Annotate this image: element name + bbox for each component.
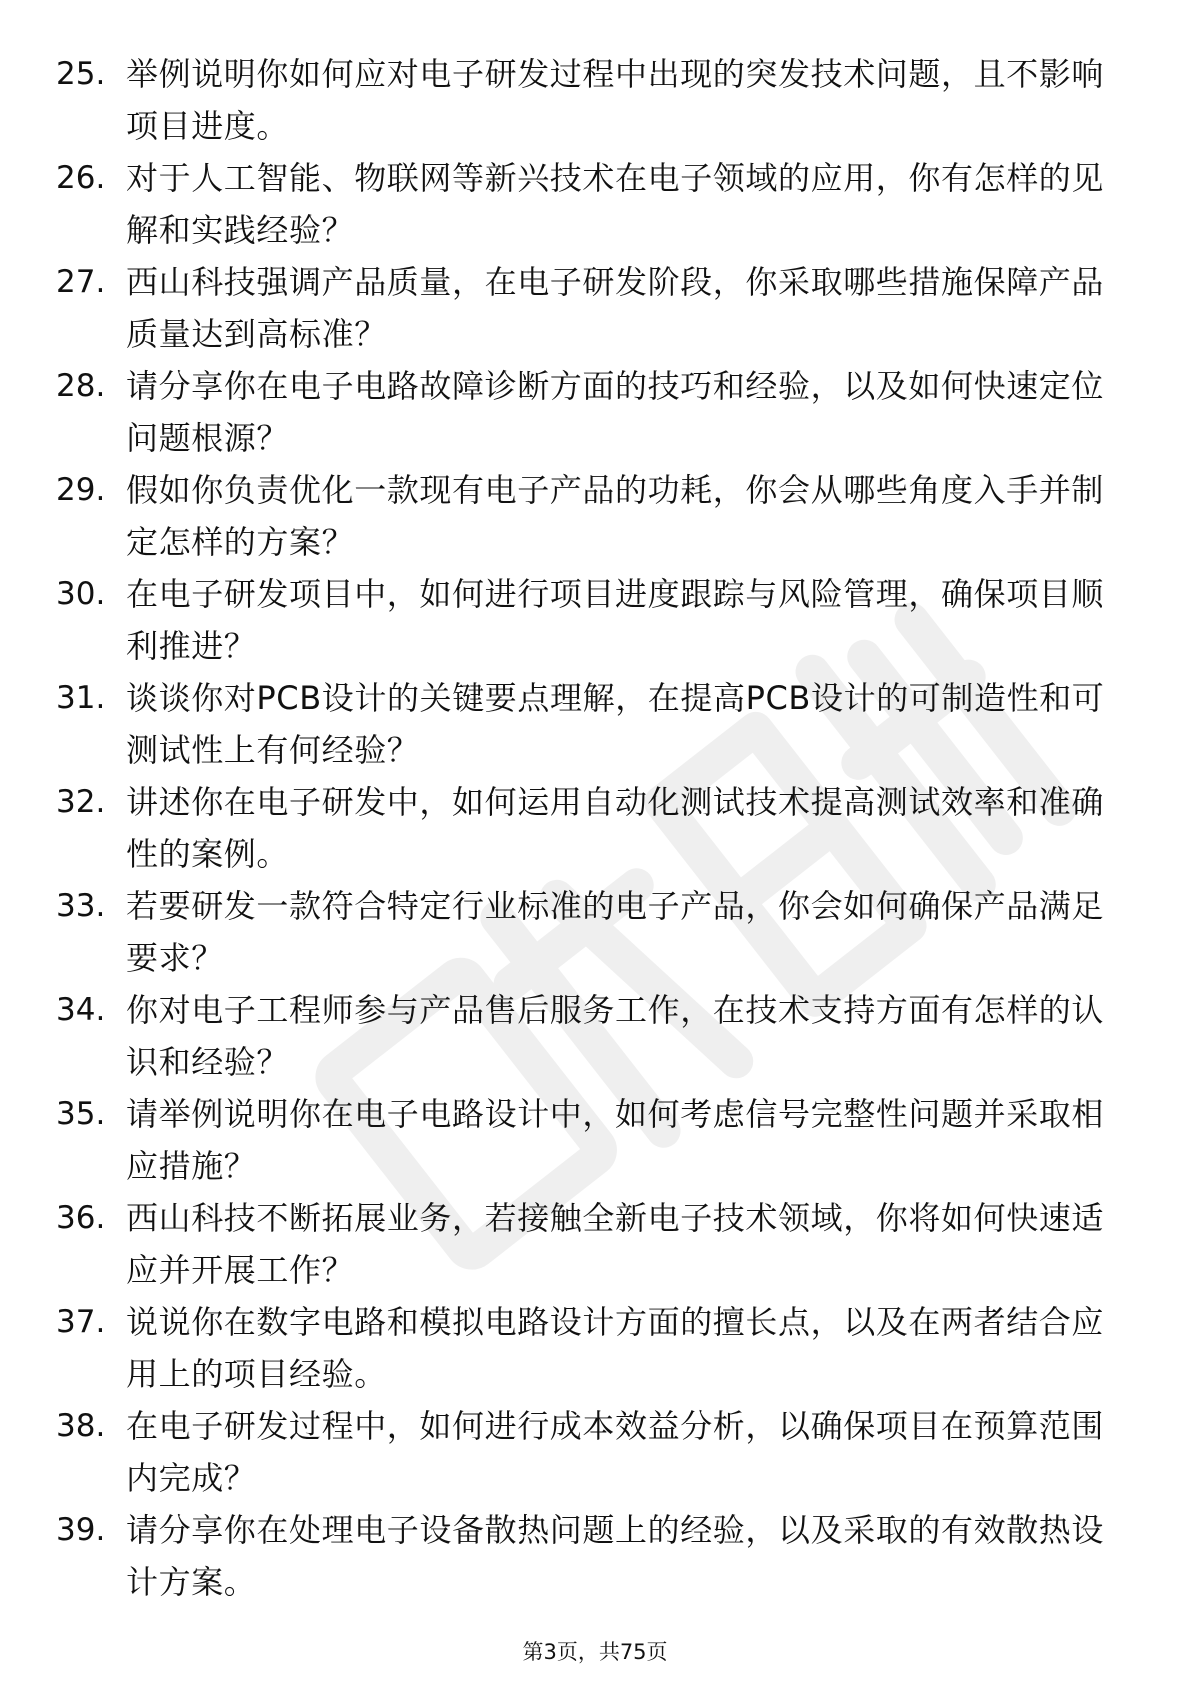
question-text: 讲述你在电子研发中，如何运用自动化测试技术提高测试效率和准确性的案例。 xyxy=(126,783,1105,873)
question-item xyxy=(0,984,1190,1088)
question-text: 请分享你在处理电子设备散热问题上的经验，以及采取的有效散热设计方案。 xyxy=(126,1511,1105,1601)
page-number: 第3页，共75页 xyxy=(522,1640,668,1664)
question-number: 27. xyxy=(56,264,106,300)
question-item xyxy=(0,464,1190,568)
question-item xyxy=(0,1192,1190,1296)
question-text: 若要研发一款符合特定行业标准的电子产品，你会如何确保产品满足要求？ xyxy=(126,887,1105,977)
question-number: 29. xyxy=(56,472,106,508)
question-number: 33. xyxy=(56,888,106,924)
question-list xyxy=(0,48,1190,1608)
question-text: 举例说明你如何应对电子研发过程中出现的突发技术问题，且不影响项目进度。 xyxy=(126,55,1105,145)
question-text: 假如你负责优化一款现有电子产品的功耗，你会从哪些角度入手并制定怎样的方案？ xyxy=(126,471,1105,561)
question-item xyxy=(0,152,1190,256)
question-text: 说说你在数字电路和模拟电路设计方面的擅长点，以及在两者结合应用上的项目经验。 xyxy=(126,1303,1105,1393)
question-item xyxy=(0,672,1190,776)
question-number: 38. xyxy=(56,1408,106,1444)
question-number: 26. xyxy=(56,160,106,196)
question-item xyxy=(0,880,1190,984)
question-text: 在电子研发过程中，如何进行成本效益分析，以确保项目在预算范围内完成？ xyxy=(126,1407,1105,1497)
question-item xyxy=(0,776,1190,880)
question-text: 请举例说明你在电子电路设计中，如何考虑信号完整性问题并采取相应措施？ xyxy=(126,1095,1105,1185)
question-text: 在电子研发项目中，如何进行项目进度跟踪与风险管理，确保项目顺利推进？ xyxy=(126,575,1105,665)
question-text: 你对电子工程师参与产品售后服务工作，在技术支持方面有怎样的认识和经验？ xyxy=(126,991,1105,1081)
question-item xyxy=(0,1296,1190,1400)
question-item xyxy=(0,360,1190,464)
question-text: 谈谈你对PCB设计的关键要点理解，在提高PCB设计的可制造性和可测试性上有何经验？ xyxy=(126,679,1105,769)
question-text: 对于人工智能、物联网等新兴技术在电子领域的应用，你有怎样的见解和实践经验？ xyxy=(126,159,1105,249)
question-item xyxy=(0,1400,1190,1504)
question-text: 西山科技不断拓展业务，若接触全新电子技术领域，你将如何快速适应并开展工作？ xyxy=(126,1199,1105,1289)
question-number: 39. xyxy=(56,1512,106,1548)
question-item xyxy=(0,48,1190,152)
question-number: 35. xyxy=(56,1096,106,1132)
question-item xyxy=(0,256,1190,360)
question-item xyxy=(0,1504,1190,1608)
question-item xyxy=(0,1088,1190,1192)
question-item xyxy=(0,568,1190,672)
question-text: 西山科技强调产品质量，在电子研发阶段，你采取哪些措施保障产品质量达到高标准？ xyxy=(126,263,1105,353)
question-text: 请分享你在电子电路故障诊断方面的技巧和经验，以及如何快速定位问题根源？ xyxy=(126,367,1105,457)
question-number: 31. xyxy=(56,680,106,716)
question-number: 30. xyxy=(56,576,106,612)
question-number: 28. xyxy=(56,368,106,404)
question-number: 32. xyxy=(56,784,106,820)
question-number: 37. xyxy=(56,1304,106,1340)
question-number: 36. xyxy=(56,1200,106,1236)
question-number: 34. xyxy=(56,992,106,1028)
question-number: 25. xyxy=(56,56,106,92)
